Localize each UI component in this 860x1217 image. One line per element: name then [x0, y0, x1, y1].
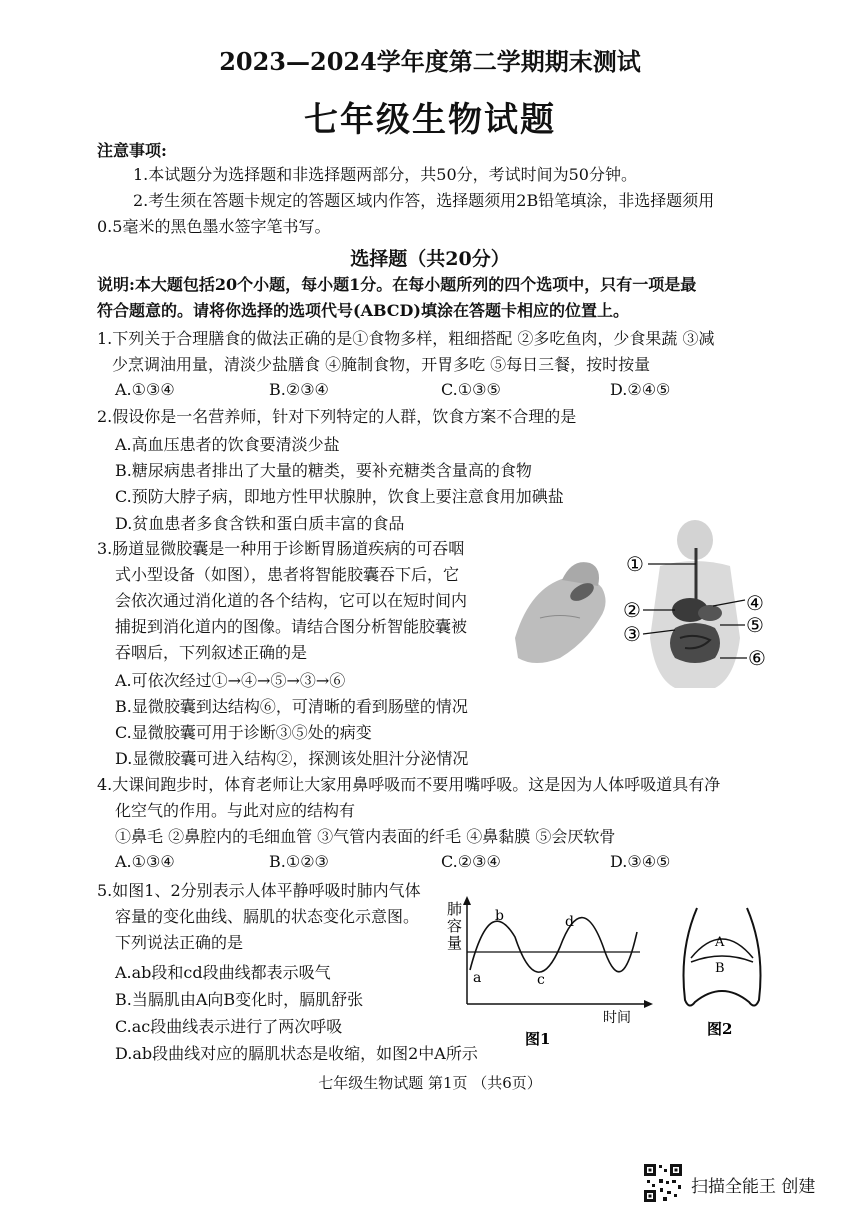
fig1-point-a: a [473, 970, 482, 986]
q5-option-d: D.ab段曲线对应的膈肌状态是收缩，如图2中A所示 [115, 1044, 478, 1063]
q3-stem-1: 3.肠道显微胶囊是一种用于诊断胃肠道疾病的可吞咽 [97, 539, 465, 558]
section-desc-1: 说明:本大题包括20个小题，每小题1分。在每小题所列的四个选项中，只有一项是最 [97, 275, 697, 294]
fig1-point-c: c [537, 972, 545, 988]
label-1: ① [626, 552, 644, 576]
q5-option-b: B.当膈肌由A向B变化时，膈肌舒张 [115, 990, 364, 1009]
page-footer: 七年级生物试题 第1页 （共6页） [318, 1074, 542, 1092]
q5-option-a: A.ab段和cd段曲线都表示吸气 [115, 963, 331, 982]
q4-option-a: A.①③④ [115, 852, 175, 871]
label-5: ⑤ [746, 613, 764, 637]
q5-stem-2: 容量的变化曲线、膈肌的状态变化示意图。 [115, 907, 420, 926]
fig2-label-a: A [715, 935, 725, 950]
q1-option-a: A.①③④ [115, 380, 175, 399]
q1-stem-2: 少烹调油用量，清淡少盐膳食 ④腌制食物，开胃多吃 ⑤每日三餐，按时按量 [112, 355, 651, 374]
label-2: ② [623, 598, 641, 622]
q3-option-a: A.可依次经过①→④→⑤→③→⑥ [115, 671, 346, 690]
notes-heading: 注意事项: [97, 141, 167, 160]
notes-item-2b: 0.5毫米的黑色墨水签字笔书写。 [97, 217, 331, 236]
q3-option-d: D.显微胶囊可进入结构②，探测该处胆汁分泌情况 [115, 749, 469, 768]
section-title: 选择题（共20分） [350, 248, 510, 270]
fig1-caption: 图1 [525, 1030, 551, 1048]
fig2-label-b: B [715, 961, 725, 976]
q5-stem-1: 5.如图1、2分别表示人体平静呼吸时肺内气体 [97, 881, 421, 900]
fig1-xlabel: 时间 [603, 1010, 631, 1026]
label-4: ④ [746, 591, 764, 615]
q2-option-c: C.预防大脖子病，即地方性甲状腺肿，饮食上要注意食用加碘盐 [115, 487, 564, 506]
label-3: ③ [623, 622, 641, 646]
section-desc-2: 符合题意的。请将你选择的选项代号(ABCD)填涂在答题卡相应的位置上。 [97, 301, 629, 320]
q5-option-c: C.ac段曲线表示进行了两次呼吸 [115, 1017, 343, 1036]
fig1-point-d: d [565, 914, 574, 930]
q3-stem-4: 捕捉到消化道内的图像。请结合图分析智能胶囊被 [115, 617, 468, 636]
fig1-ylabel-3: 量 [447, 934, 463, 952]
q2-option-d: D.贫血患者多食含铁和蛋白质丰富的食品 [115, 514, 405, 533]
hand-capsule-illustration [515, 562, 606, 663]
q4-option-d: D.③④⑤ [610, 852, 671, 871]
exam-title: 2023—2024学年度第二学期期末测试 [219, 47, 641, 76]
exam-subtitle: 七年级生物试题 [304, 100, 556, 140]
label-6: ⑥ [748, 646, 766, 670]
q2-option-b: B.糖尿病患者排出了大量的糖类，要补充糖类含量高的食物 [115, 461, 532, 480]
digestive-figure [510, 518, 780, 693]
q4-stem-2: 化空气的作用。与此对应的结构有 [115, 801, 356, 820]
q2-stem: 2.假设你是一名营养师，针对下列特定的人群，饮食方案不合理的是 [97, 407, 577, 426]
q3-stem-3: 会依次通过消化道的各个结构，它可以在短时间内 [115, 591, 468, 610]
fig2-caption: 图2 [707, 1020, 733, 1038]
fig1-point-b: b [495, 908, 504, 924]
q4-option-c: C.②③④ [441, 852, 501, 871]
q4-stem-1: 4.大课间跑步时，体育老师让大家用鼻呼吸而不要用嘴呼吸。这是因为人体呼吸道具有净 [97, 775, 721, 794]
notes-item-2a: 2.考生须在答题卡规定的答题区域内作答，选择题须用2B铅笔填涂，非选择题须用 [133, 191, 715, 210]
q4-stem-3: ①鼻毛 ②鼻腔内的毛细血管 ③气管内表面的纤毛 ④鼻黏膜 ⑤会厌软骨 [115, 827, 616, 846]
q2-option-a: A.高血压患者的饮食要清淡少盐 [115, 435, 340, 454]
q3-option-b: B.显微胶囊到达结构⑥，可清晰的看到肠壁的情况 [115, 697, 468, 716]
qr-code-icon [643, 1163, 683, 1203]
q1-option-c: C.①③⑤ [441, 380, 501, 399]
q1-stem-1: 1.下列关于合理膳食的做法正确的是①食物多样，粗细搭配 ②多吃鱼肉，少食果蔬 ③减 [97, 329, 715, 348]
q3-stem-2: 式小型设备（如图），患者将智能胶囊吞下后，它 [115, 565, 460, 584]
q4-option-b: B.①②③ [269, 852, 329, 871]
q1-option-d: D.②④⑤ [610, 380, 671, 399]
q3-stem-5: 吞咽后，下列叙述正确的是 [115, 643, 308, 662]
fig1-ylabel-2: 容 [447, 917, 463, 935]
fig1-ylabel-1: 肺 [447, 900, 463, 918]
q1-option-b: B.②③④ [269, 380, 329, 399]
q3-option-c: C.显微胶囊可用于诊断③⑤处的病变 [115, 723, 372, 742]
notes-item-1: 1.本试题分为选择题和非选择题两部分，共50分，考试时间为50分钟。 [133, 165, 637, 184]
figure-2-diaphragm [675, 900, 770, 1045]
scanner-watermark: 扫描全能王 创建 [691, 1177, 816, 1197]
q5-stem-3: 下列说法正确的是 [115, 933, 244, 952]
figure-1-lung-volume [445, 892, 655, 1052]
